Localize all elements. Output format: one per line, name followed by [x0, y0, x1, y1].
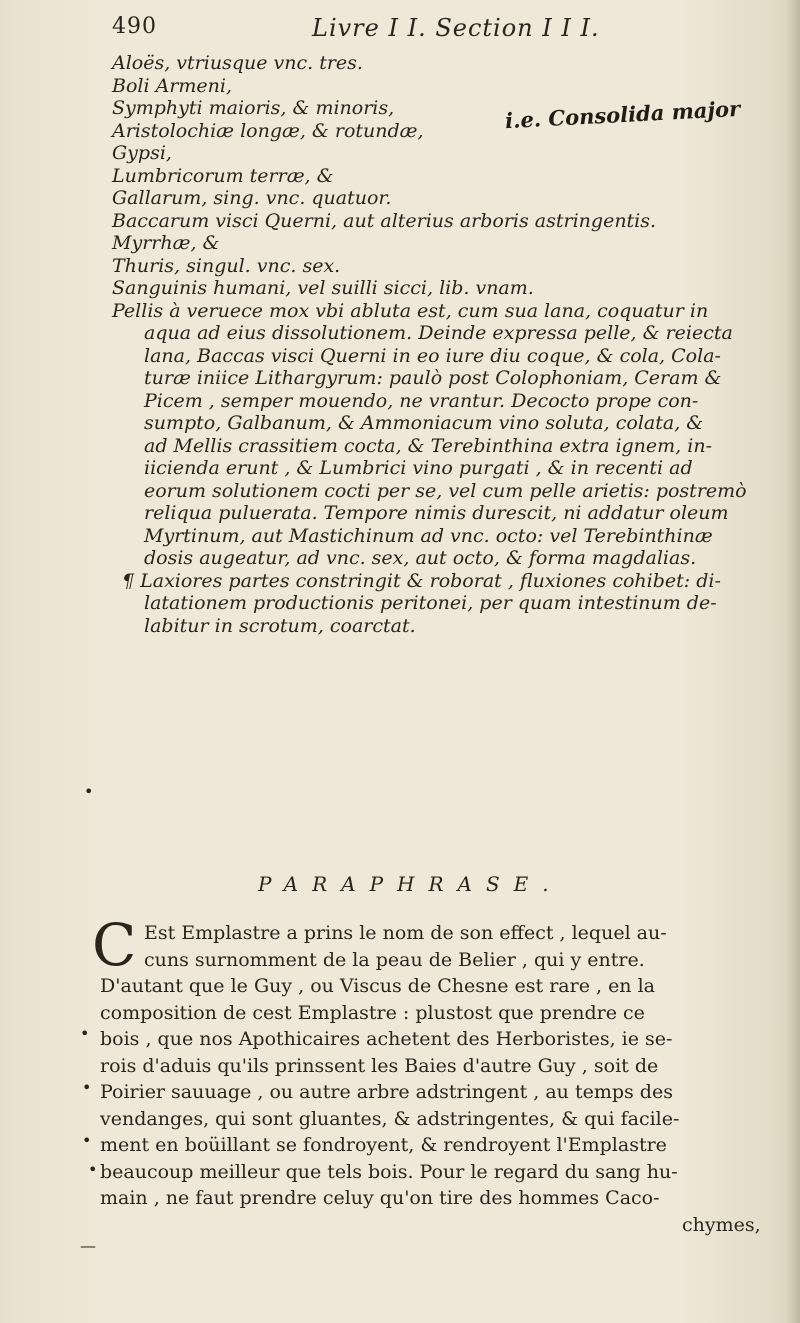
paraphrase-line: Est Emplastre a prins le nom de son effect , lequel au- [144, 922, 667, 944]
paraphrase-line: main , ne faut prendre celuy qu'on tire des hommes Caco- [100, 1187, 660, 1209]
margin-dot: • [80, 1024, 90, 1043]
recipe-line: iicienda erunt , & Lumbrici vino purgati , & in recenti ad [144, 457, 693, 479]
recipe-line: reliqua puluerata. Tempore nimis durescit, ni addatur oleum [144, 502, 729, 524]
recipe-line: Myrtinum, aut Mastichinum ad vnc. octo: vel Terebinthinæ [144, 524, 713, 547]
paraphrase-line: vendanges, qui sont gluantes, & adstringentes, & qui facile- [100, 1107, 680, 1130]
paraphrase-line: Poirier sauuage , ou autre arbre adstringent , au temps des [100, 1081, 673, 1103]
recipe-line: ad Mellis crassitiem cocta, & Terebinthina extra ignem, in- [144, 434, 712, 457]
recipe-line: Gypsi, [112, 142, 172, 164]
page-header [112, 14, 672, 48]
margin-dash: — [80, 1236, 96, 1255]
paraphrase-line: chymes, [682, 1213, 761, 1236]
running-head: Livre I I. Section I I I. [312, 14, 600, 42]
recipe-line: Myrrhæ, & [112, 232, 220, 254]
recipe-line: turæ iniice Lithargyrum: paulò post Colophoniam, Ceram & [144, 367, 722, 389]
recipe-line: ¶ Laxiores partes constringit & roborat , fluxiones cohibet: di- [122, 569, 721, 592]
paraphrase-line: ment en boüillant se fondroyent, & rendroyent l'Emplastre [100, 1134, 667, 1156]
margin-dot: • [88, 1160, 98, 1179]
recipe-block [112, 52, 772, 637]
paraphrase-line: cuns surnomment de la peau de Belier , qui y entre. [144, 948, 645, 971]
paraphrase-line: D'autant que le Guy , ou Viscus de Chesne est rare , en la [100, 975, 655, 997]
paraphrase-line: rois d'aduis qu'ils prinssent les Baies d'autre Guy , soit de [100, 1054, 659, 1077]
recipe-line: Thuris, singul. vnc. sex. [112, 254, 341, 277]
drop-cap: C [92, 911, 137, 979]
recipe-line: Baccarum visci Querni, aut alterius arboris astringentis. [112, 209, 657, 232]
recipe-line: Boli Armeni, [112, 74, 233, 97]
recipe-line: Sanguinis humani, vel suilli sicci, lib. vnam. [112, 277, 534, 299]
recipe-line: Gallarum, sing. vnc. quatuor. [112, 187, 392, 209]
paraphrase-line: beaucoup meilleur que tels bois. Pour le regard du sang hu- [100, 1160, 678, 1183]
recipe-line: lana, Baccas visci Querni in eo iure diu coque, & cola, Cola- [144, 344, 721, 367]
recipe-line: latationem productionis peritonei, per quam intestinum de- [144, 592, 717, 614]
page-number: 490 [112, 14, 157, 39]
paraphrase-line: composition de cest Emplastre : plustost que prendre ce [100, 1001, 645, 1024]
section-heading: PARAPHRASE. [258, 872, 563, 896]
margin-dot: • [82, 1131, 92, 1150]
recipe-line: Symphyti maioris, & minoris, [112, 97, 395, 119]
recipe-line: labitur in scrotum, coarctat. [144, 614, 416, 637]
margin-dot: • [84, 782, 94, 801]
recipe-line: aqua ad eius dissolutionem. Deinde expressa pelle, & reiecta [144, 322, 733, 344]
recipe-line: Aristolochiæ longæ, & rotundæ, [112, 119, 424, 142]
recipe-line: Pellis à veruece mox vbi abluta est, cum sua lana, coquatur in [112, 299, 709, 322]
paraphrase-line: bois , que nos Apothicaires achetent des Herboristes, ie se- [100, 1028, 673, 1050]
paraphrase-text [92, 911, 790, 1238]
recipe-line: sumpto, Galbanum, & Ammoniacum vino soluta, colata, & [144, 412, 704, 434]
recipe-line: Picem , semper mouendo, ne vrantur. Decocto prope con- [144, 389, 699, 412]
margin-dot: • [82, 1078, 92, 1097]
handwritten-annotation: i.e. Consolida major [504, 95, 741, 134]
recipe-line: Aloës, vtriusque vnc. tres. [112, 52, 363, 74]
recipe-line: eorum solutionem cocti per se, vel cum pelle arietis: postremò [144, 479, 747, 502]
recipe-line: dosis augeatur, ad vnc. sex, aut octo, & forma magdalias. [144, 547, 697, 569]
recipe-line: Lumbricorum terræ, & [112, 164, 334, 187]
